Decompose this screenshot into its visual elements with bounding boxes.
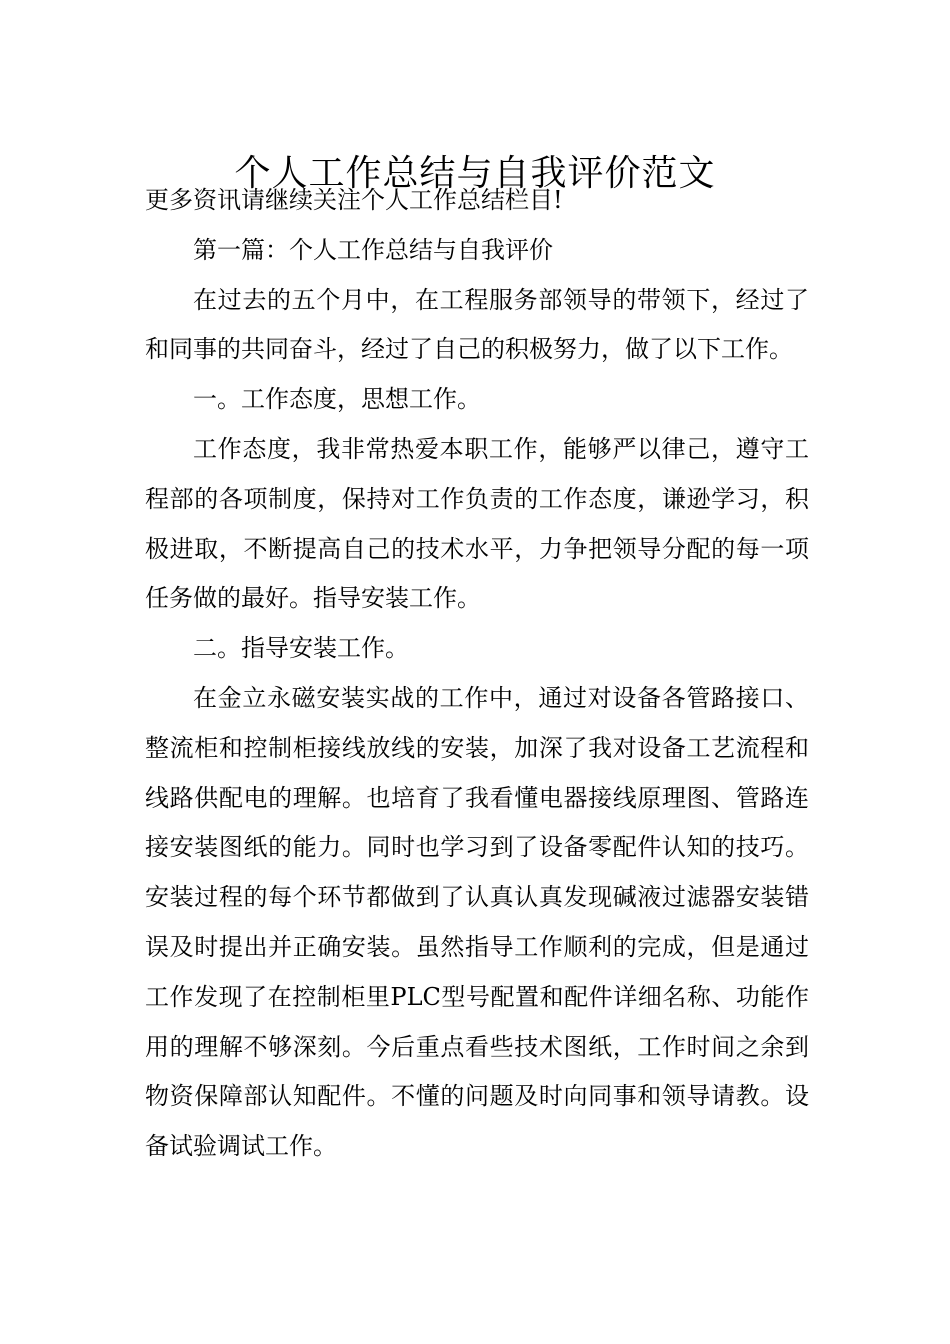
- document-title: 个人工作总结与自我评价范文: [234, 153, 716, 195]
- body-paragraph: 工作态度，我非常热爱本职工作，能够严以律己，遵守工程部的各项制度，保持对工作负责的工作态度，谦逊学习，积极进取，不断提高自己的技术水平，力争把领导分配的每一项任务做的最好。指导安装工作。: [145, 434, 809, 613]
- body-paragraph: 在过去的五个月中，在工程服务部领导的带领下，经过了和同事的共同奋斗，经过了自己的积极努力，做了以下工作。: [145, 285, 809, 364]
- section-heading: 一。工作态度，思想工作。: [193, 385, 481, 414]
- intro-paragraph: 更多资讯请继续关注个人工作总结栏目!: [145, 186, 563, 214]
- section-heading: 二。指导安装工作。: [193, 634, 409, 663]
- document-body: [145, 176, 809, 1172]
- section-heading: 第一篇：个人工作总结与自我评价: [193, 235, 553, 264]
- body-paragraph: 在金立永磁安装实战的工作中，通过对设备各管路接口、整流柜和控制柜接线放线的安装，加深了我对设备工艺流程和线路供配电的理解。也培育了我看懂电器接线原理图、管路连接安装图纸的能力。同时也学习到了设备零配件认知的技巧。安装过程的每个环节都做到了认真认真发现碱液过滤器安装错误及时提出并正确安装。虽然指导工作顺利的完成，但是通过工作发现了在控制柜里PLC型号配置和配件详细名称、功能作用的理解不够深刻。今后重点看些技术图纸，工作时间之余到物资保障部认知配件。不懂的问题及时向同事和领导请教。设备试验调试工作。: [145, 683, 809, 1161]
